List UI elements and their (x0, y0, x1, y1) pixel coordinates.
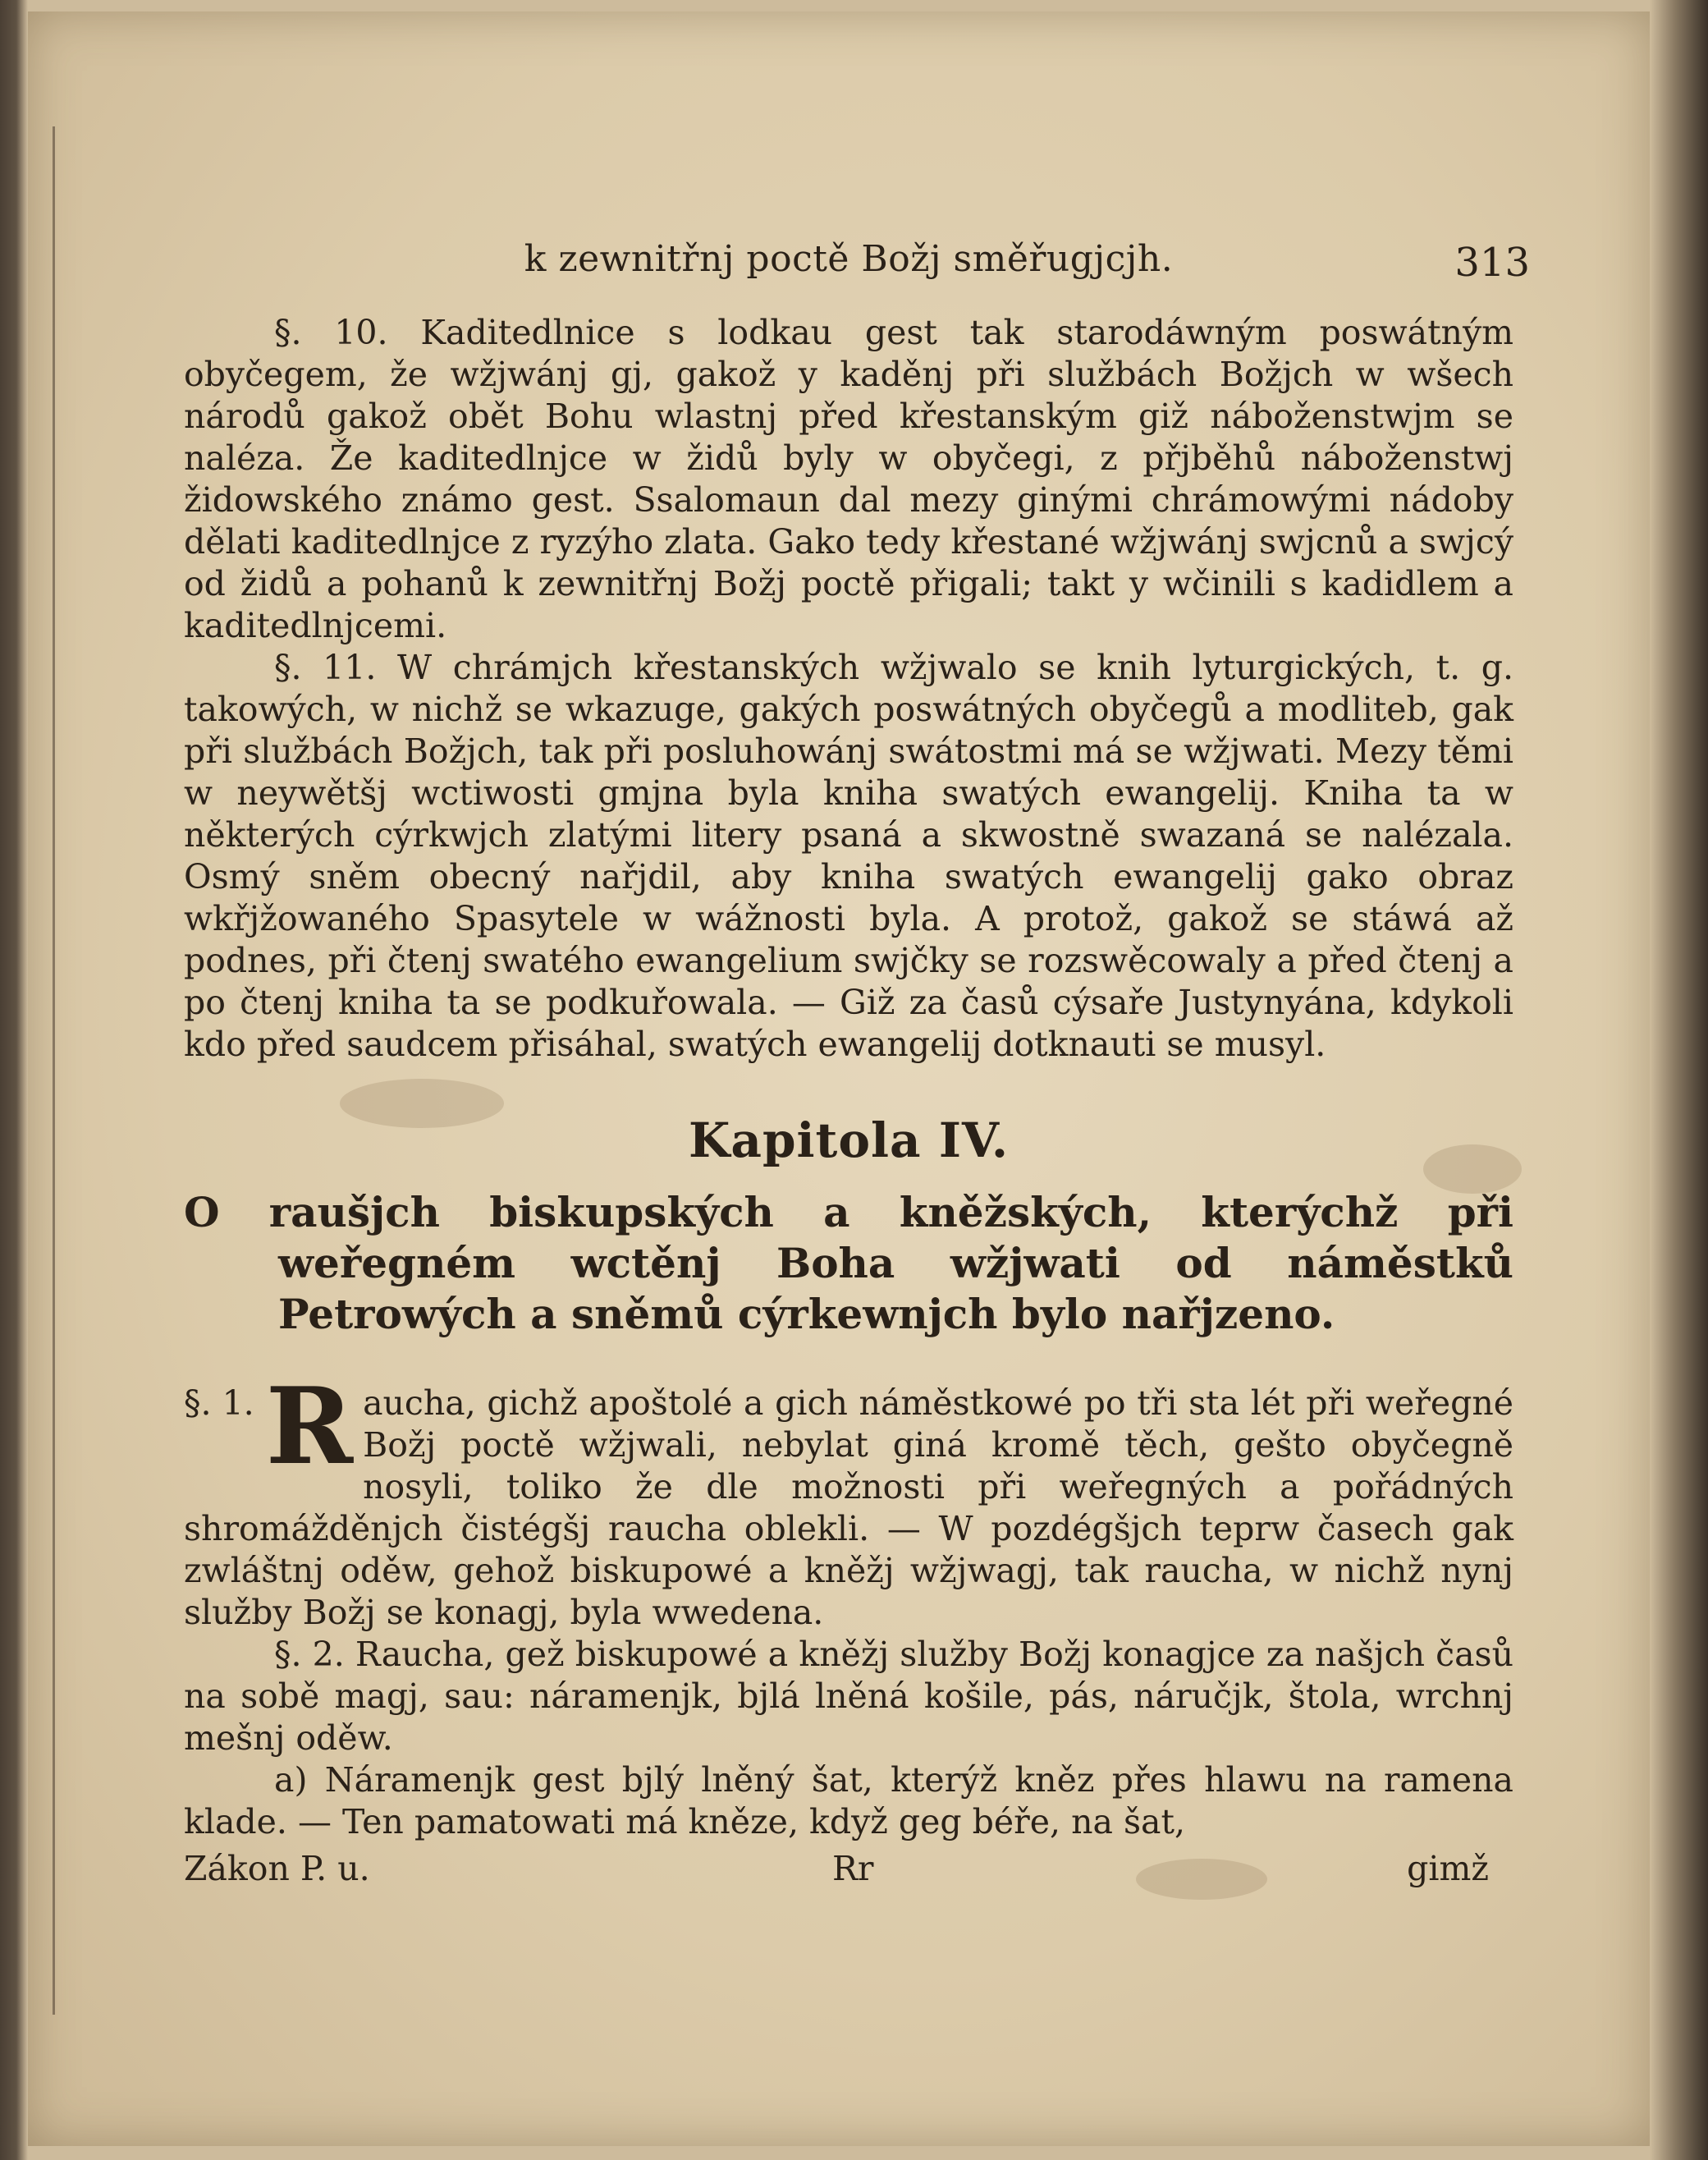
chapter-subtitle: O raušjch biskupských a kněžských, kterýchž při weřegném wctěnj Boha wžjwati od náměstků Petrowých a sněmů cýrkewnjch bylo nařjzeno. (184, 1188, 1513, 1338)
drop-cap: R (265, 1365, 354, 1488)
paragraph-section-2: §. 2. Raucha, gež biskupowé a kněžj služby Božj konagjce za našjch časů na sobě magj, sau: náramenjk, bjlá lněná košile, pás, náručjk, štola, wrchnj mešnj oděw. (184, 1635, 1513, 1758)
signature-mark: Zákon P. u. (184, 1849, 370, 1888)
gathering-mark: Rr (832, 1849, 874, 1888)
paragraph-item-a: a) Náramenjk gest bjlý lněný šat, kterýž kněz přes hlawu na ramena klade. — Ten pamatowati má kněze, když geg béře, na šat, (184, 1760, 1513, 1841)
paragraph-section-1: aucha, gichž apoštolé a gich náměstkowé po tři sta lét při weřegné Božj poctě wžjwali, nebylat giná kromě těch, gešto obyčegně nosyli, toliko že dle možnosti při weřegných a pořádných shromážděnjch čistégšj raucha oblekli. — W pozdégšjch teprw časech gak zwláštnj oděw, gehož biskupowé a kněžj wžjwagj, tak raucha, w nichž nynj služby Božj se konagj, byla wwedena. (184, 1383, 1513, 1632)
section-1 (184, 1365, 1513, 1634)
section-mark: §. 1. (184, 1383, 254, 1423)
page-content (184, 233, 1530, 1897)
catchword: gimž (1407, 1849, 1489, 1888)
running-title: k zewnitřnj poctě Božj směřugjcjh. (524, 238, 1174, 280)
paragraph-section-11: §. 11. W chrámjch křestanských wžjwalo se knih lyturgických, t. g. takowých, w nichž se wkazuge, gakých poswátných obyčegů a modliteb, gak při službách Božjch, tak při posluhowánj swátostmi má se wžjwati. Mezy těmi w neywětšj wctiwosti gmjna byla kniha swatých ewangelij. Kniha ta w některých cýrkwjch zlatými litery psaná a skwostně swazaná se nalézala. Osmý sněm obecný nařjdil, aby kniha swatých ewangelij gako obraz wkřjžowaného Spasytele w wážnosti byla. A protož, gakož se stáwá až podnes, při čtenj swatého ewangelium swjčky se rozswěcowaly a před čtenj a po čtenj kniha ta se podkuřowala. — Giž za časů cýsaře Justynyána, kdykoli kdo před saudcem přisáhal, swatých ewangelij dotknauti se musyl. (184, 648, 1513, 1064)
binding-edge (53, 126, 55, 2015)
paragraph-section-10: §. 10. Kaditedlnice s lodkau gest tak starodáwným poswátným obyčegem, že wžjwánj gj, gakož y kaděnj při službách Božjch w wšech národů gakož obět Bohu wlastnj před křestanským giž náboženstwjm se naléza. Že kaditedlnjce w židů byly w obyčegi, z přjběhů náboženstwj židowského známo gest. Ssalomaun dal mezy ginými chrámowými nádoby dělati kaditedlnjce z ryzýho zlata. Gako tedy křestané wžjwánj swjcnů a swjcý od židů a pohanů k zewnitřnj Božj poctě přigali; takt y wčinili s kadidlem a kaditedlnjcemi. (184, 313, 1513, 645)
page-footer (184, 1848, 1513, 1897)
book-page (28, 11, 1650, 2146)
page-number: 313 (1454, 240, 1530, 286)
chapter-title: Kapitola IV. (688, 1112, 1010, 1168)
page-header (184, 233, 1530, 286)
